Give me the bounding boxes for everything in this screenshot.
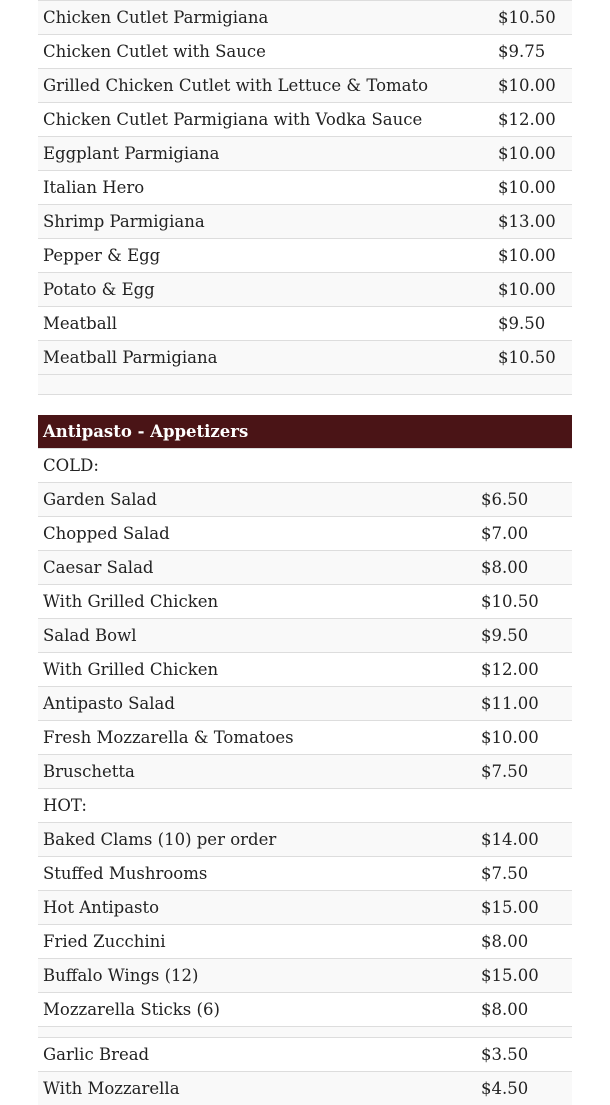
menu-row [38,823,572,857]
item-name: Meatball Parmigiana [38,341,493,375]
item-name: Fresh Mozzarella & Tomatoes [38,721,476,755]
item-name: Mozzarella Sticks (6) [38,993,476,1027]
item-name: Fried Zucchini [38,925,476,959]
item-price: $15.00 [476,959,572,993]
item-price: $8.00 [476,993,572,1027]
item-price: $10.00 [493,171,572,205]
item-name: With Grilled Chicken [38,585,476,619]
item-name: Salad Bowl [38,619,476,653]
item-price: $12.00 [476,653,572,687]
item-name: With Mozzarella [38,1072,476,1105]
menu-row [38,755,572,789]
item-name: Stuffed Mushrooms [38,857,476,891]
menu-row [38,137,572,171]
item-price: $10.00 [493,273,572,307]
menu-row [38,171,572,205]
item-name: Chicken Cutlet Parmigiana [38,1,493,35]
item-name: Potato & Egg [38,273,493,307]
subsection-label-row [38,789,572,823]
section-title: Antipasto - Appetizers [38,415,572,449]
item-price: $7.50 [476,857,572,891]
menu-page [38,0,572,1105]
hot-label: HOT: [38,789,476,823]
menu-row [38,925,572,959]
menu-row [38,687,572,721]
heroes-table [38,0,572,395]
item-name: Garlic Bread [38,1038,476,1072]
item-name: With Grilled Chicken [38,653,476,687]
item-name: Buffalo Wings (12) [38,959,476,993]
item-price: $6.50 [476,483,572,517]
item-name: Caesar Salad [38,551,476,585]
item-price: $9.75 [493,35,572,69]
table-spacer-row [38,1027,572,1038]
item-price: $14.00 [476,823,572,857]
item-price: $8.00 [476,551,572,585]
section-header [38,415,572,449]
menu-row [38,35,572,69]
item-name: Pepper & Egg [38,239,493,273]
item-price: $10.50 [493,1,572,35]
item-price: $7.50 [476,755,572,789]
item-price: $10.00 [493,69,572,103]
item-name: Chicken Cutlet with Sauce [38,35,493,69]
menu-row [38,993,572,1027]
item-price: $10.00 [493,137,572,171]
menu-row [38,341,572,375]
item-name: Meatball [38,307,493,341]
menu-row [38,619,572,653]
item-price: $13.00 [493,205,572,239]
menu-row [38,857,572,891]
item-price: $9.50 [476,619,572,653]
item-name: Eggplant Parmigiana [38,137,493,171]
item-price: $12.00 [493,103,572,137]
menu-row [38,307,572,341]
menu-row [38,239,572,273]
menu-row [38,585,572,619]
subsection-label-row [38,449,572,483]
item-name: Shrimp Parmigiana [38,205,493,239]
menu-row [38,1072,572,1105]
item-price: $8.00 [476,925,572,959]
menu-row [38,1038,572,1072]
menu-row [38,205,572,239]
item-price: $10.50 [493,341,572,375]
menu-row [38,273,572,307]
menu-row [38,959,572,993]
item-price: $7.00 [476,517,572,551]
item-price: $3.50 [476,1038,572,1072]
menu-row [38,1,572,35]
item-name: Garden Salad [38,483,476,517]
cold-label: COLD: [38,449,476,483]
menu-row [38,653,572,687]
menu-row [38,721,572,755]
item-name: Hot Antipasto [38,891,476,925]
item-price: $4.50 [476,1072,572,1105]
section-gap [38,395,572,415]
item-price: $11.00 [476,687,572,721]
item-name: Chicken Cutlet Parmigiana with Vodka Sauce [38,103,493,137]
menu-row [38,103,572,137]
item-name: Italian Hero [38,171,493,205]
item-name: Chopped Salad [38,517,476,551]
menu-row [38,551,572,585]
item-price: $10.00 [476,721,572,755]
item-name: Baked Clams (10) per order [38,823,476,857]
item-name: Bruschetta [38,755,476,789]
table-spacer-row [38,375,572,395]
menu-row [38,483,572,517]
antipasto-table [38,415,572,1105]
menu-row [38,69,572,103]
item-price: $9.50 [493,307,572,341]
item-price: $15.00 [476,891,572,925]
item-name: Antipasto Salad [38,687,476,721]
item-name: Grilled Chicken Cutlet with Lettuce & Tomato [38,69,493,103]
item-price: $10.50 [476,585,572,619]
menu-row [38,891,572,925]
item-price: $10.00 [493,239,572,273]
menu-row [38,517,572,551]
